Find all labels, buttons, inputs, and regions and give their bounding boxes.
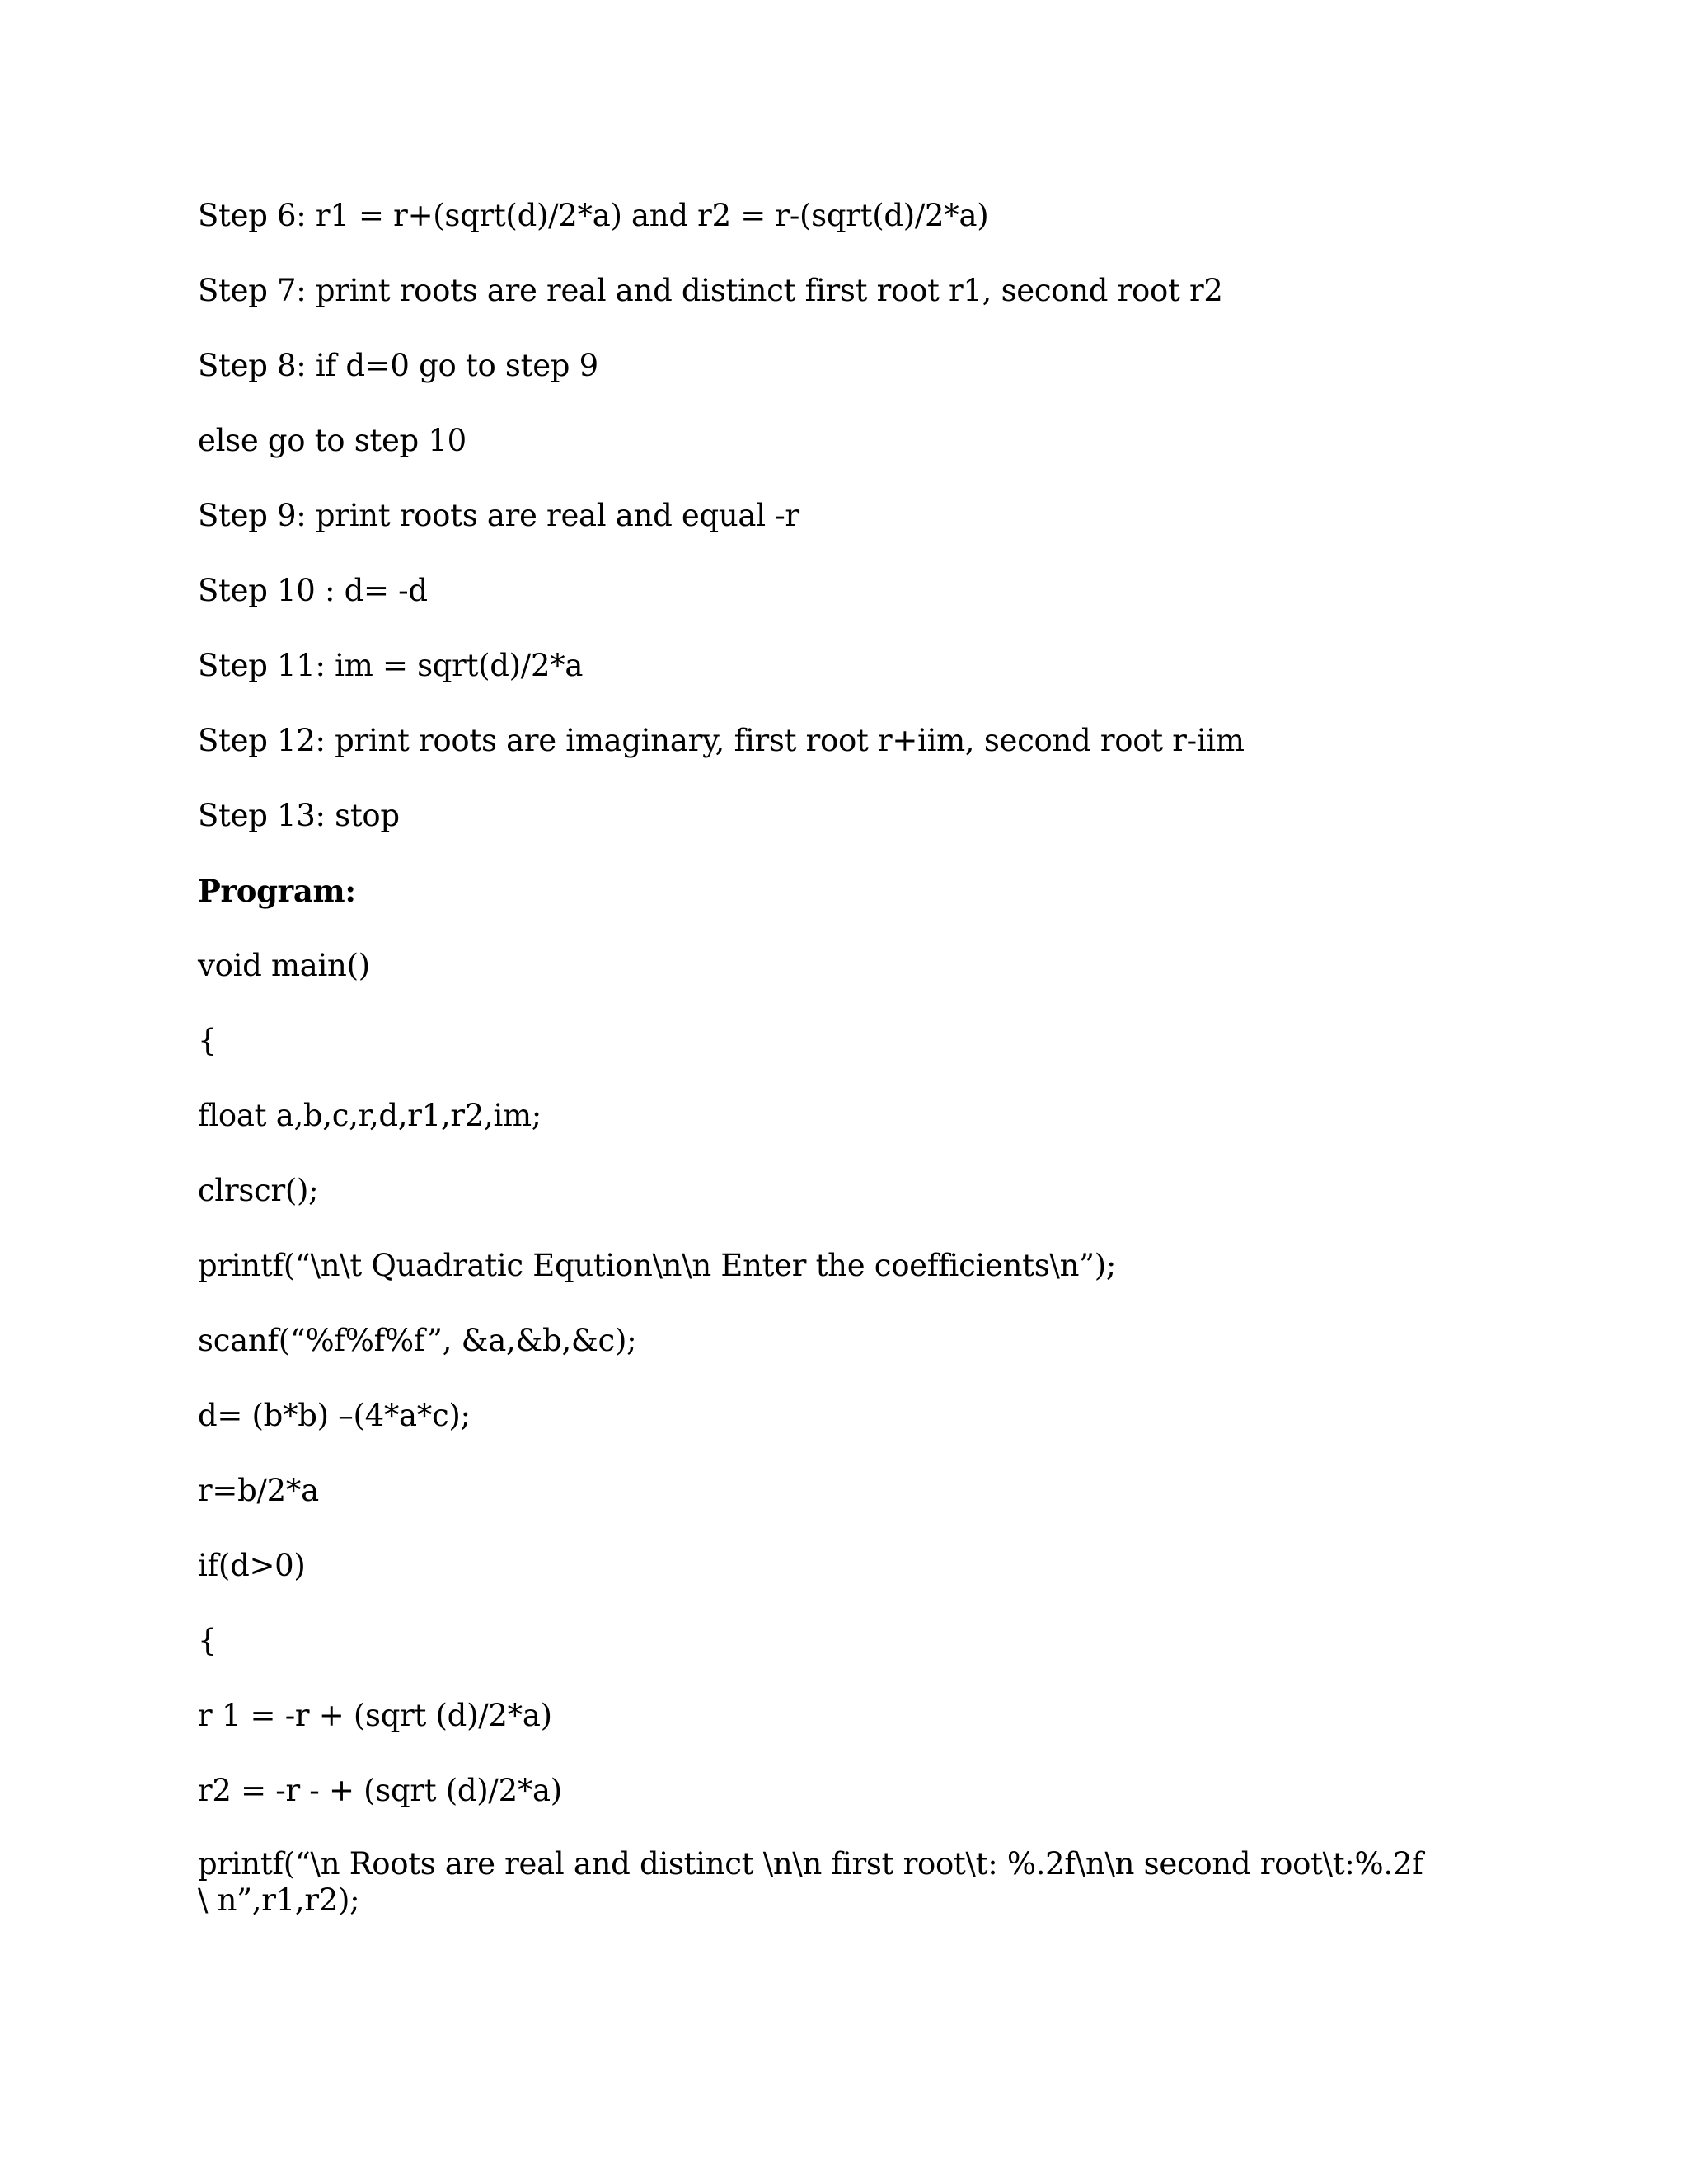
code-line-if: if(d>0) — [198, 1548, 306, 1583]
code-line-printf-roots: printf(“\n Roots are real and distinct \n\n first root\t: %.2f\n\n second root\t:%.2f \ n”,r1,r2); — [198, 1846, 1423, 1918]
code-line-r2: r2 = -r - + (sqrt (d)/2*a) — [198, 1773, 562, 1808]
step-13-line: Step 13: stop — [198, 798, 400, 833]
code-line-main: void main() — [198, 948, 370, 983]
code-line-clrscr: clrscr(); — [198, 1173, 319, 1208]
code-line-r1: r 1 = -r + (sqrt (d)/2*a) — [198, 1698, 552, 1733]
step-8-line: Step 8: if d=0 go to step 9 — [198, 348, 598, 383]
program-heading: Program: — [198, 873, 356, 909]
code-line-declaration: float a,b,c,r,d,r1,r2,im; — [198, 1098, 542, 1133]
code-line-scanf: scanf(“%f%f%f”, &a,&b,&c); — [198, 1323, 637, 1358]
else-line: else go to step 10 — [198, 423, 467, 458]
step-7-line: Step 7: print roots are real and distinct first root r1, second root r2 — [198, 273, 1223, 308]
step-6-line: Step 6: r1 = r+(sqrt(d)/2*a) and r2 = r-(sqrt(d)/2*a) — [198, 198, 989, 233]
step-10-line: Step 10 : d= -d — [198, 573, 428, 608]
step-11-line: Step 11: im = sqrt(d)/2*a — [198, 648, 584, 683]
code-line-discriminant: d= (b*b) –(4*a*c); — [198, 1398, 471, 1433]
code-line-printf-prompt: printf(“\n\t Quadratic Eqution\n\n Enter the coefficients\n”); — [198, 1248, 1117, 1283]
code-line-open-brace: { — [198, 1023, 218, 1058]
step-9-line: Step 9: print roots are real and equal -r — [198, 498, 799, 533]
code-line-open-brace-2: { — [198, 1623, 218, 1658]
step-12-line: Step 12: print roots are imaginary, first root r+iim, second root r-iim — [198, 723, 1245, 758]
code-line-r: r=b/2*a — [198, 1473, 319, 1508]
